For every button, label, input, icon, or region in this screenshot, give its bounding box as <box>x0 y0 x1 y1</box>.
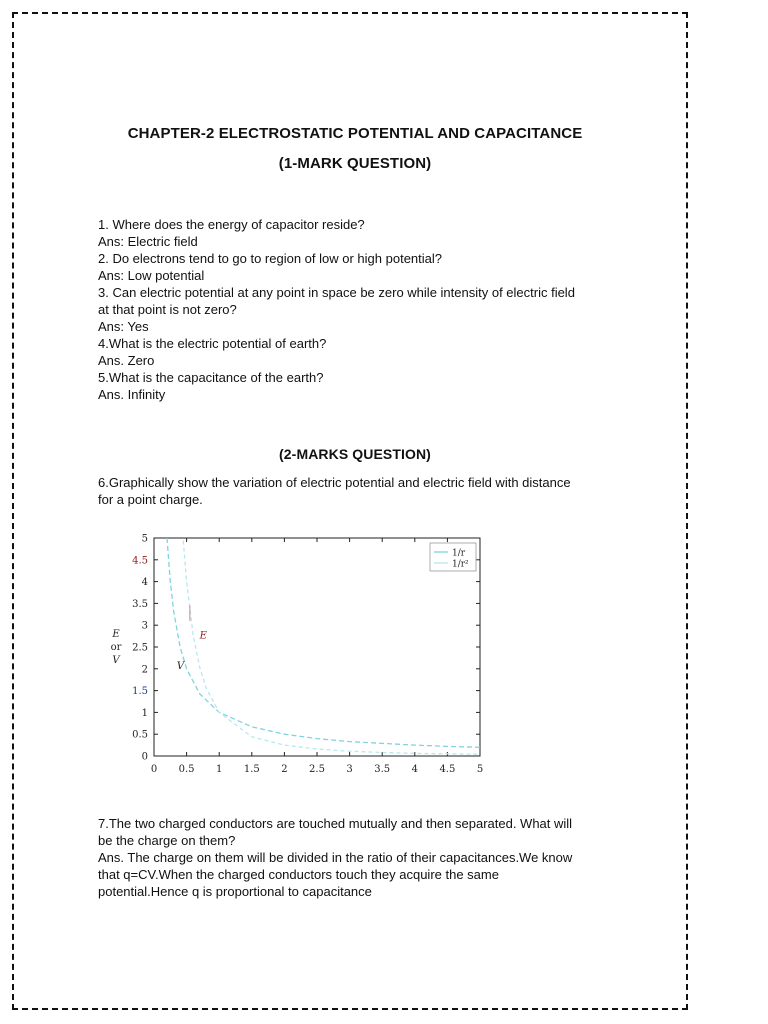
qa-line: Ans. Infinity <box>98 387 166 402</box>
legend-label: 1/r² <box>452 559 469 570</box>
y-axis-label: or <box>110 642 122 653</box>
x-tick-label: 2 <box>281 764 288 775</box>
qa-line: 3. Can electric potential at any point in space be zero while intensity of electric field <box>98 285 575 300</box>
x-tick-label: 5 <box>476 764 484 775</box>
one-mark-questions <box>98 216 598 403</box>
x-tick-label: 0 <box>150 764 158 775</box>
question-6 <box>98 474 598 508</box>
y-axis-label: E <box>112 629 120 640</box>
qa-line: Ans: Electric field <box>98 234 198 249</box>
qa-line: 2. Do electrons tend to go to region of low or high potential? <box>98 251 442 266</box>
section-title-1-mark: (1-MARK QUESTION) <box>278 155 432 172</box>
curve-label-e: E <box>199 630 207 642</box>
qa-line: 6.Graphically show the variation of electric potential and electric field with distance <box>98 475 571 490</box>
qa-line: Ans. Zero <box>98 353 155 368</box>
qa-line: for a point charge. <box>98 492 203 507</box>
chapter-title: CHAPTER-2 ELECTROSTATIC POTENTIAL AND CAPACITANCE <box>127 125 583 142</box>
qa-line: at that point is not zero? <box>98 302 237 317</box>
y-tick-label: 0.5 <box>132 729 148 741</box>
y-axis-label: V <box>112 655 120 666</box>
y-tick-label: 2.5 <box>132 642 148 654</box>
qa-line: potential.Hence q is proportional to capacitance <box>98 884 372 899</box>
qa-line: Ans. The charge on them will be divided in the ratio of their capacitances.We know <box>98 850 573 865</box>
x-tick-label: 4.5 <box>439 764 456 775</box>
y-tick-label: 0 <box>141 751 148 763</box>
x-tick-label: 1 <box>216 764 223 775</box>
y-tick-label: 3 <box>141 620 148 632</box>
qa-line: Ans: Low potential <box>98 268 205 283</box>
y-tick-label: 4.5 <box>132 555 148 567</box>
y-tick-label: 4 <box>141 577 148 589</box>
qa-line: 4.What is the electric potential of earth? <box>98 336 327 351</box>
x-tick-label: 4 <box>411 764 418 775</box>
y-tick-label: 2 <box>141 664 148 676</box>
qa-line: 5.What is the capacitance of the earth? <box>98 370 324 385</box>
series-line-field <box>183 541 480 755</box>
x-tick-label: 3.5 <box>374 764 391 775</box>
x-tick-label: 3 <box>346 764 353 775</box>
y-tick-label: 3.5 <box>132 598 148 610</box>
qa-line: 1. Where does the energy of capacitor reside? <box>98 217 365 232</box>
curve-label-v: V <box>176 660 185 672</box>
y-tick-label: 1 <box>141 707 148 719</box>
question-7 <box>98 815 598 900</box>
section-title-2-marks: (2-MARKS QUESTION) <box>279 446 431 462</box>
x-tick-label: 2.5 <box>309 764 325 775</box>
qa-line: 7.The two charged conductors are touched mutually and then separated. What will <box>98 816 573 831</box>
potential-field-chart <box>100 527 500 782</box>
qa-line: Ans: Yes <box>98 319 149 334</box>
x-tick-label: 0.5 <box>178 764 195 775</box>
qa-line: that q=CV.When the charged conductors touch they acquire the same <box>98 867 499 882</box>
legend-label: 1/r <box>452 548 466 559</box>
x-tick-label: 1.5 <box>243 764 260 775</box>
y-tick-label: 1.5 <box>132 686 148 698</box>
qa-line: be the charge on them? <box>98 833 236 848</box>
y-tick-label: 5 <box>141 533 148 545</box>
